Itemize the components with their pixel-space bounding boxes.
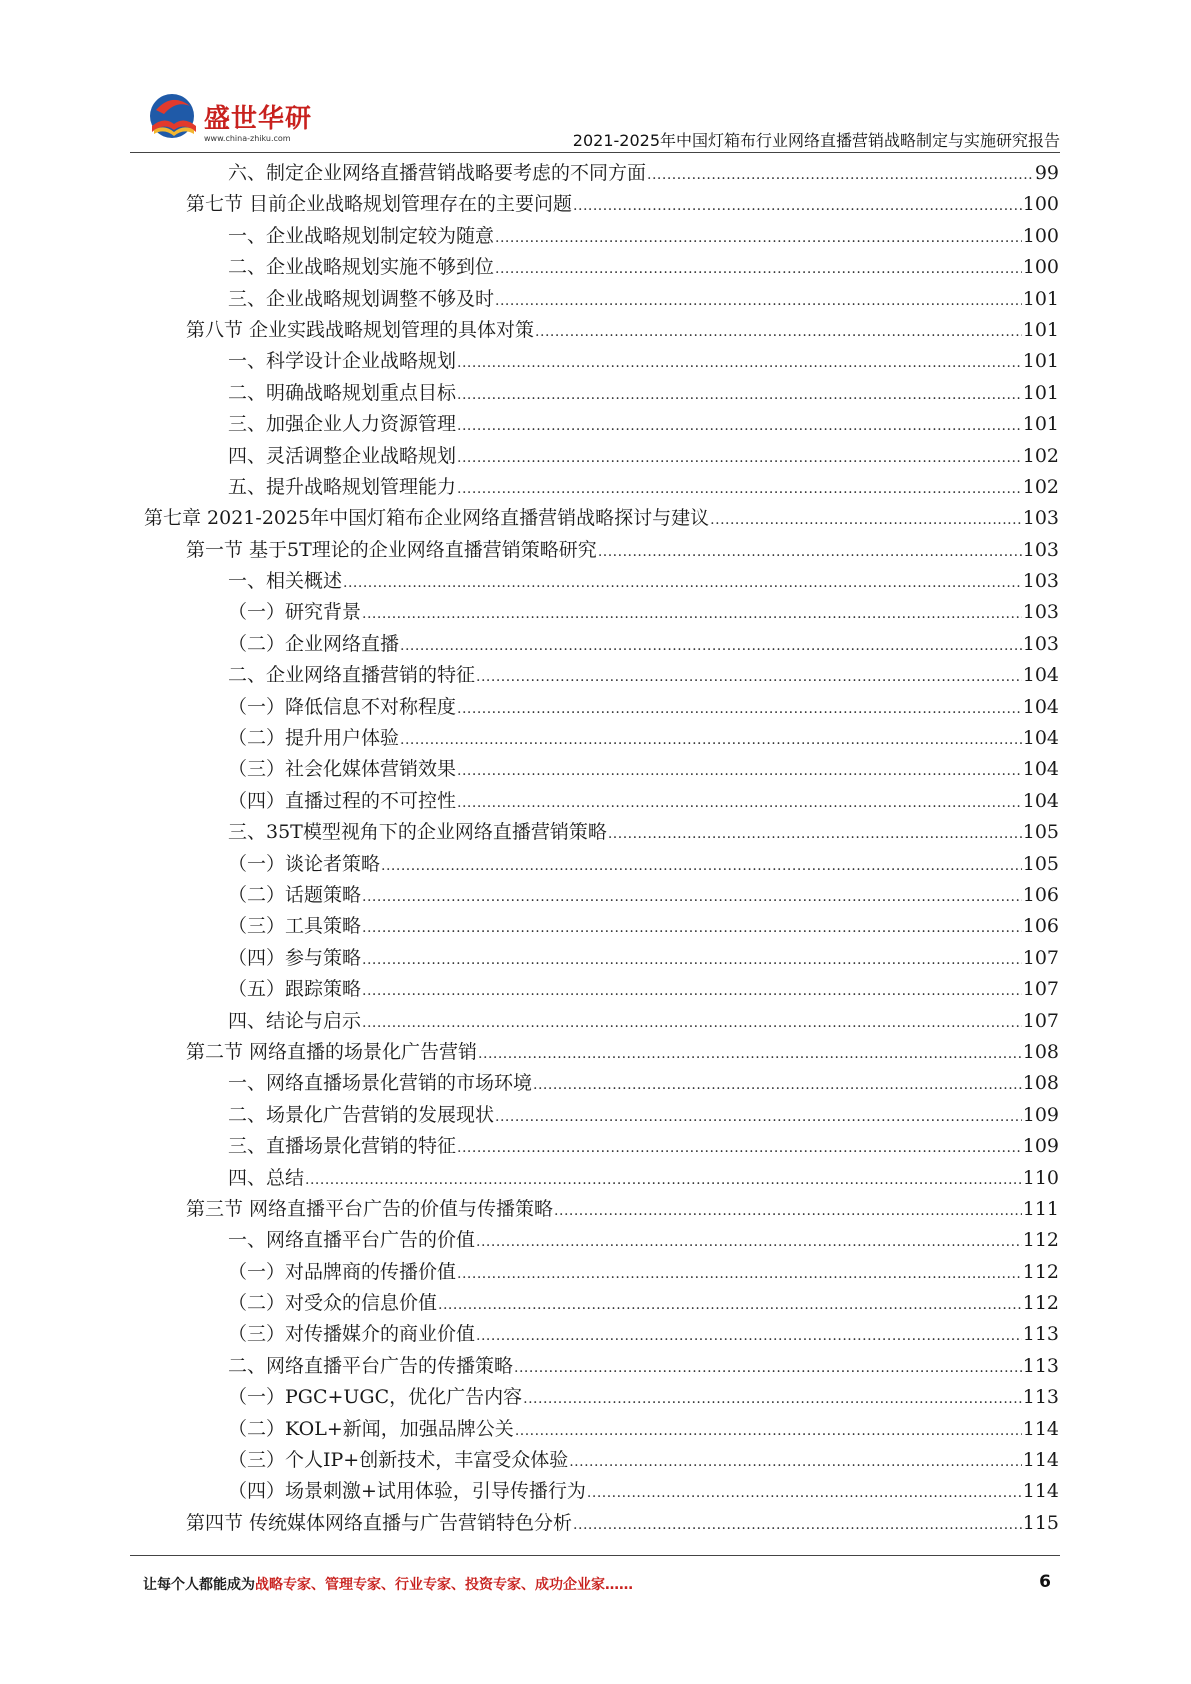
toc-entry[interactable]: [144, 1131, 1059, 1162]
page-header: [130, 78, 1060, 158]
toc-leader-dots: [438, 1288, 1022, 1321]
toc-leader-dots: [608, 817, 1022, 850]
toc-entry-page: 112: [1022, 1260, 1059, 1283]
header-divider: [130, 152, 1060, 153]
toc-leader-dots: [476, 1225, 1022, 1258]
toc-leader-dots: [400, 723, 1022, 756]
toc-entry[interactable]: [144, 1288, 1059, 1319]
toc-entry-page: 104: [1022, 664, 1059, 687]
toc-entry[interactable]: [144, 158, 1059, 189]
toc-leader-dots: [381, 849, 1022, 882]
toc-entry[interactable]: [144, 378, 1059, 409]
toc-entry[interactable]: [144, 1194, 1059, 1225]
toc-entry-page: 101: [1022, 381, 1059, 404]
toc-leader-dots: [305, 1163, 1022, 1196]
toc-entry-title: 三、企业战略规划调整不够及时: [228, 287, 495, 310]
toc-entry-title: （一）降低信息不对称程度: [228, 695, 457, 718]
toc-entry[interactable]: [144, 221, 1059, 252]
toc-entry-title: 一、科学设计企业战略规划: [228, 350, 457, 373]
toc-entry-title: （二）KOL+新闻，加强品牌公关: [228, 1417, 514, 1440]
toc-entry-title: 第二节 网络直播的场景化广告营销: [186, 1040, 478, 1063]
toc-entry-title: 三、直播场景化营销的特征: [228, 1135, 457, 1158]
toc-entry-title: 二、网络直播平台广告的传播策略: [228, 1354, 514, 1377]
toc-entry-page: 101: [1022, 413, 1059, 436]
toc-entry-page: 105: [1022, 821, 1059, 844]
footer-slogan: [143, 1574, 633, 1594]
toc-entry-page: 103: [1022, 601, 1059, 624]
toc-entry-title: （一）对品牌商的传播价值: [228, 1260, 457, 1283]
toc-entry[interactable]: [144, 1006, 1059, 1037]
toc-entry[interactable]: [144, 943, 1059, 974]
toc-entry-page: 105: [1022, 852, 1059, 875]
toc-entry[interactable]: [144, 786, 1059, 817]
toc-entry-page: 113: [1022, 1386, 1059, 1409]
toc-leader-dots: [457, 754, 1022, 787]
toc-entry-title: （三）个人IP+创新技术，丰富受众体验: [228, 1449, 569, 1472]
toc-leader-dots: [710, 503, 1022, 536]
toc-entry-page: 109: [1022, 1135, 1059, 1158]
toc-leader-dots: [569, 1445, 1022, 1478]
toc-leader-dots: [514, 1351, 1022, 1384]
toc-leader-dots: [362, 1006, 1022, 1039]
toc-entry[interactable]: [144, 1068, 1059, 1099]
toc-entry-title: 五、提升战略规划管理能力: [228, 475, 457, 498]
toc-leader-dots: [476, 660, 1022, 693]
toc-entry-page: 99: [1034, 162, 1059, 184]
toc-entry-page: 113: [1022, 1323, 1059, 1346]
toc-entry[interactable]: [144, 849, 1059, 880]
toc-leader-dots: [457, 346, 1022, 379]
toc-entry[interactable]: [144, 346, 1059, 377]
toc-leader-dots: [457, 1131, 1022, 1164]
toc-entry-page: 104: [1022, 727, 1059, 750]
toc-entry[interactable]: [144, 692, 1059, 723]
toc-leader-dots: [362, 943, 1022, 976]
company-logo: [142, 86, 313, 146]
toc-leader-dots: [457, 1257, 1022, 1290]
toc-leader-dots: [533, 1068, 1022, 1101]
toc-entry[interactable]: [144, 817, 1059, 848]
toc-leader-dots: [598, 535, 1022, 568]
toc-entry[interactable]: [144, 1351, 1059, 1382]
toc-entry-title: （四）参与策略: [228, 946, 362, 969]
toc-entry-page: 113: [1022, 1354, 1059, 1377]
toc-leader-dots: [362, 597, 1022, 630]
toc-entry-title: 六、制定企业网络直播营销战略要考虑的不同方面: [228, 162, 647, 184]
toc-entry-title: 一、企业战略规划制定较为随意: [228, 224, 495, 247]
toc-entry-page: 107: [1022, 1009, 1059, 1032]
toc-entry[interactable]: [144, 1163, 1059, 1194]
toc-entry-page: 103: [1022, 632, 1059, 655]
toc-entry[interactable]: [144, 472, 1059, 503]
toc-entry-page: 109: [1022, 1103, 1059, 1126]
toc-entry-title: （四）场景刺激+试用体验，引导传播行为: [228, 1480, 586, 1503]
toc-entry-page: 110: [1022, 1166, 1059, 1189]
toc-leader-dots: [457, 472, 1022, 505]
toc-entry-title: 二、明确战略规划重点目标: [228, 381, 457, 404]
toc-entry-page: 102: [1022, 475, 1059, 498]
toc-leader-dots: [362, 974, 1022, 1007]
toc-entry[interactable]: [144, 315, 1059, 346]
toc-entry-title: （二）提升用户体验: [228, 727, 400, 750]
toc-entry-title: 二、企业网络直播营销的特征: [228, 664, 476, 687]
toc-entry-page: 100: [1022, 256, 1059, 279]
toc-leader-dots: [457, 441, 1022, 474]
toc-entry-page: 115: [1022, 1511, 1059, 1534]
toc-entry[interactable]: [144, 1445, 1059, 1476]
toc-entry-title: （三）工具策略: [228, 915, 362, 938]
toc-entry[interactable]: [144, 189, 1059, 220]
toc-entry-title: 二、场景化广告营销的发展现状: [228, 1103, 495, 1126]
toc-leader-dots: [400, 629, 1022, 662]
toc-entry[interactable]: [144, 1414, 1059, 1445]
toc-entry[interactable]: [144, 597, 1059, 628]
toc-entry-title: 第四节 传统媒体网络直播与广告营销特色分析: [186, 1511, 573, 1534]
toc-entry-title: 第三节 网络直播平台广告的价值与传播策略: [186, 1197, 554, 1220]
toc-entry[interactable]: [144, 723, 1059, 754]
toc-entry-page: 103: [1022, 538, 1059, 561]
toc-entry-page: 103: [1022, 507, 1059, 530]
toc-entry[interactable]: [144, 441, 1059, 472]
toc-entry[interactable]: [144, 1476, 1059, 1507]
toc-entry-page: 114: [1022, 1417, 1059, 1440]
toc-leader-dots: [587, 1476, 1022, 1509]
toc-entry-title: （三）社会化媒体营销效果: [228, 758, 457, 781]
toc-entry[interactable]: [144, 252, 1059, 283]
toc-entry[interactable]: [144, 880, 1059, 911]
toc-entry-title: （三）对传播媒介的商业价值: [228, 1323, 476, 1346]
toc-entry-page: 106: [1022, 915, 1059, 938]
toc-entry[interactable]: [144, 1319, 1059, 1350]
toc-entry-page: 107: [1022, 978, 1059, 1001]
toc-entry[interactable]: [144, 754, 1059, 785]
toc-leader-dots: [457, 692, 1022, 725]
toc-entry[interactable]: [144, 1100, 1059, 1131]
logo-url: www.china-zhiku.com: [204, 134, 291, 143]
toc-leader-dots: [573, 189, 1022, 222]
toc-entry-page: 108: [1022, 1040, 1059, 1063]
toc-leader-dots: [495, 221, 1022, 254]
toc-leader-dots: [495, 1100, 1022, 1133]
toc-leader-dots: [535, 315, 1022, 348]
toc-entry[interactable]: [144, 911, 1059, 942]
toc-leader-dots: [523, 1382, 1022, 1415]
toc-entry-title: 第一节 基于5T理论的企业网络直播营销策略研究: [186, 538, 597, 561]
toc-entry-title: 二、企业战略规划实施不够到位: [228, 256, 495, 279]
footer-slogan-highlight: 战略专家、管理专家、行业专家、投资专家、成功企业家……: [255, 1577, 633, 1593]
toc-entry-title: （一）谈论者策略: [228, 852, 381, 875]
footer-divider: [130, 1555, 1060, 1556]
toc-leader-dots: [478, 1037, 1022, 1070]
toc-entry-page: 104: [1022, 789, 1059, 812]
toc-leader-dots: [647, 158, 1034, 191]
toc-entry-page: 100: [1022, 193, 1059, 216]
toc-entry[interactable]: [144, 1225, 1059, 1256]
toc-entry-title: 三、35T模型视角下的企业网络直播营销策略: [228, 821, 607, 844]
toc-entry-title: 一、相关概述: [228, 570, 343, 593]
toc-entry-page: 103: [1022, 570, 1059, 593]
toc-entry[interactable]: [144, 284, 1059, 315]
toc-leader-dots: [495, 252, 1022, 285]
toc-leader-dots: [343, 566, 1022, 599]
toc-entry-page: 100: [1022, 224, 1059, 247]
toc-leader-dots: [457, 378, 1022, 411]
toc-entry-page: 112: [1022, 1292, 1059, 1315]
toc-entry-title: （五）跟踪策略: [228, 978, 362, 1001]
toc-leader-dots: [457, 786, 1022, 819]
toc-entry[interactable]: [144, 503, 1059, 534]
logo-mark-icon: [142, 86, 202, 146]
toc-entry-title: （二）企业网络直播: [228, 632, 400, 655]
report-title: 2021-2025年中国灯箱布行业网络直播营销战略制定与实施研究报告: [572, 131, 1060, 150]
toc-leader-dots: [457, 409, 1022, 442]
toc-entry[interactable]: [144, 660, 1059, 691]
toc-entry-page: 111: [1022, 1197, 1059, 1220]
table-of-contents: [144, 158, 1059, 1539]
toc-entry-page: 108: [1022, 1072, 1059, 1095]
toc-entry-page: 101: [1022, 287, 1059, 310]
toc-entry[interactable]: [144, 1508, 1059, 1539]
toc-entry-title: 四、总结: [228, 1166, 305, 1189]
toc-leader-dots: [515, 1414, 1022, 1447]
toc-entry-page: 107: [1022, 946, 1059, 969]
toc-entry-title: 一、网络直播平台广告的价值: [228, 1229, 476, 1252]
toc-entry[interactable]: [144, 629, 1059, 660]
toc-entry[interactable]: [144, 974, 1059, 1005]
toc-entry-title: （二）对受众的信息价值: [228, 1292, 438, 1315]
toc-entry-title: 第七节 目前企业战略规划管理存在的主要问题: [186, 193, 573, 216]
toc-entry-title: （四）直播过程的不可控性: [228, 789, 457, 812]
toc-entry-page: 101: [1022, 318, 1059, 341]
toc-entry-title: 四、结论与启示: [228, 1009, 362, 1032]
toc-entry-page: 101: [1022, 350, 1059, 373]
toc-leader-dots: [476, 1319, 1022, 1352]
toc-entry-title: 四、灵活调整企业战略规划: [228, 444, 457, 467]
toc-entry-title: 第八节 企业实践战略规划管理的具体对策: [186, 318, 535, 341]
toc-entry-page: 114: [1022, 1449, 1059, 1472]
toc-entry-page: 102: [1022, 444, 1059, 467]
footer-slogan-prefix: 让每个人都能成为: [143, 1577, 255, 1593]
toc-leader-dots: [573, 1508, 1022, 1541]
logo-name: 盛世华研: [204, 104, 313, 134]
toc-entry-title: 一、网络直播场景化营销的市场环境: [228, 1072, 533, 1095]
toc-entry-page: 114: [1022, 1480, 1059, 1503]
toc-entry-page: 104: [1022, 695, 1059, 718]
page-number: 6: [1039, 1572, 1051, 1592]
toc-leader-dots: [554, 1194, 1022, 1227]
toc-entry-title: 第七章 2021-2025年中国灯箱布企业网络直播营销战略探讨与建议: [144, 507, 710, 530]
toc-entry[interactable]: [144, 1382, 1059, 1413]
toc-entry[interactable]: [144, 409, 1059, 440]
toc-entry[interactable]: [144, 566, 1059, 597]
toc-entry[interactable]: [144, 1257, 1059, 1288]
toc-entry[interactable]: [144, 1037, 1059, 1068]
toc-leader-dots: [362, 911, 1022, 944]
toc-entry-title: （二）话题策略: [228, 883, 362, 906]
toc-entry-page: 106: [1022, 883, 1059, 906]
toc-leader-dots: [495, 284, 1022, 317]
toc-entry-title: （一）PGC+UGC，优化广告内容: [228, 1386, 523, 1409]
toc-leader-dots: [362, 880, 1022, 913]
toc-entry-title: （一）研究背景: [228, 601, 362, 624]
toc-entry[interactable]: [144, 535, 1059, 566]
toc-entry-page: 104: [1022, 758, 1059, 781]
toc-entry-title: 三、加强企业人力资源管理: [228, 413, 457, 436]
toc-entry-page: 112: [1022, 1229, 1059, 1252]
